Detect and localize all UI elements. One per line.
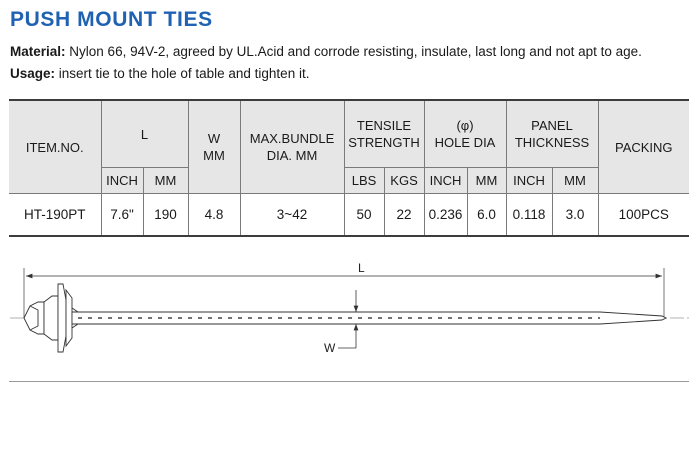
- table-subheader-row: [9, 168, 689, 194]
- cell-bundle: 3~42: [240, 194, 344, 237]
- spec-table: [9, 99, 689, 237]
- header-w: [188, 100, 240, 194]
- cell-hole-inch: 0.236: [424, 194, 467, 237]
- cell-hole-mm: 6.0: [467, 194, 506, 237]
- header-hole-bottom: HOLE DIA: [434, 135, 496, 150]
- header-w-top: W: [207, 131, 221, 146]
- strap-body: [72, 312, 666, 324]
- subheader-panel-inch: INCH: [506, 168, 552, 194]
- header-panel-top: PANEL: [531, 118, 573, 133]
- material-line: [10, 44, 642, 59]
- subheader-tensile-lbs: LBS: [344, 168, 384, 194]
- usage-line: [10, 66, 309, 81]
- material-text: Nylon 66, 94V-2, agreed by UL.Acid and corrode resisting, insulate, last long and not apt to age.: [69, 44, 642, 59]
- length-label: L: [358, 261, 365, 275]
- header-packing: PACKING: [598, 100, 689, 194]
- header-hole-top: (φ): [456, 118, 474, 133]
- cell-item: HT-190PT: [9, 194, 101, 237]
- cell-lbs: 50: [344, 194, 384, 237]
- table-row: [9, 194, 689, 237]
- cell-packing: 100PCS: [598, 194, 689, 237]
- page-title: PUSH MOUNT TIES: [10, 8, 213, 31]
- header-item-no: ITEM.NO.: [9, 100, 101, 194]
- subheader-tensile-kgs: KGS: [384, 168, 424, 194]
- header-bundle-bottom: DIA. MM: [266, 148, 318, 163]
- cell-panel-mm: 3.0: [552, 194, 598, 237]
- header-bundle-top: MAX.BUNDLE: [249, 131, 335, 146]
- cell-w-mm: 4.8: [188, 194, 240, 237]
- header-hole-dia: [424, 100, 506, 168]
- header-max-bundle: [240, 100, 344, 194]
- header-tensile-bottom: STRENGTH: [348, 135, 420, 150]
- header-l: L: [101, 100, 188, 168]
- header-panel-thickness: [506, 100, 598, 168]
- subheader-l-inch: INCH: [101, 168, 143, 194]
- push-mount-head: [24, 284, 78, 352]
- tie-drawing: [0, 250, 700, 375]
- cell-l-mm: 190: [143, 194, 188, 237]
- usage-label: Usage:: [10, 66, 56, 81]
- table-header-row: [9, 100, 689, 168]
- bottom-divider: [9, 381, 689, 382]
- material-label: Material:: [10, 44, 66, 59]
- subheader-hole-inch: INCH: [424, 168, 467, 194]
- width-label: W: [324, 341, 336, 355]
- cell-kgs: 22: [384, 194, 424, 237]
- header-tensile-top: TENSILE: [356, 118, 412, 133]
- cell-panel-inch: 0.118: [506, 194, 552, 237]
- subheader-l-mm: MM: [143, 168, 188, 194]
- length-dimension: [24, 261, 664, 318]
- header-w-bottom: MM: [203, 148, 225, 163]
- cell-l-inch: 7.6": [101, 194, 143, 237]
- subheader-panel-mm: MM: [552, 168, 598, 194]
- header-panel-bottom: THICKNESS: [514, 135, 590, 150]
- subheader-hole-mm: MM: [467, 168, 506, 194]
- usage-text: insert tie to the hole of table and tighten it.: [58, 66, 310, 81]
- header-tensile: [344, 100, 424, 168]
